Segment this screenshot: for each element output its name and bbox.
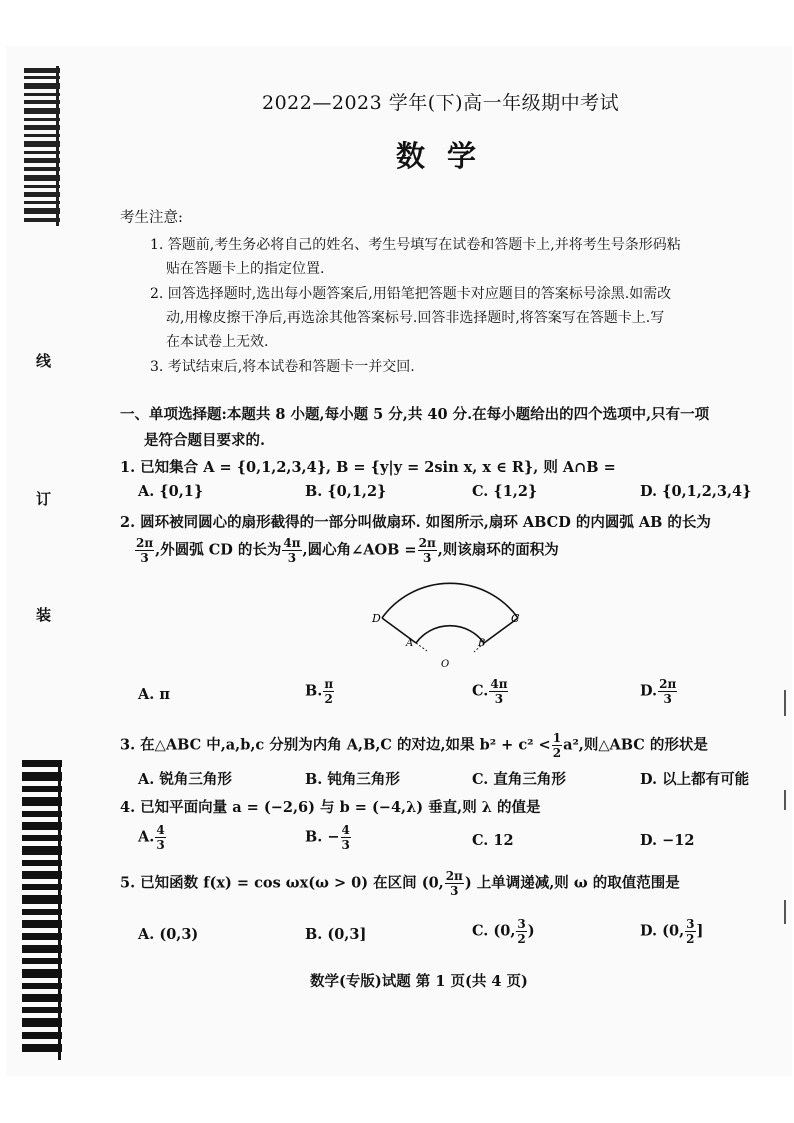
subject-title: 数学 <box>396 139 499 173</box>
page-footer: 数学(专版)试题 第 1 页(共 4 页) <box>310 973 528 990</box>
question-2-option-d: D. $\frac{2\pi}{3}$ <box>640 677 677 706</box>
notice-item-1: 1. 答题前,考生务必将自己的姓名、考生号填写在试卷和答题卡上,并将考生号条形码粘 <box>150 237 681 253</box>
fraction: $\frac{\pi}{2}$ <box>324 677 334 706</box>
question-4-option-b: B. − $\frac{4}{3}$ <box>305 823 350 852</box>
question-1-option-a: A. {0,1} <box>138 483 204 500</box>
sector-ring-figure <box>370 574 530 674</box>
question-3-option-d: D. 以上都有可能 <box>640 771 750 788</box>
question-4-stem: 4. 已知平面向量 a = (−2,6) 与 b = (−4,λ) 垂直,则 λ 的值是 <box>120 799 541 816</box>
label-d: D <box>372 612 381 625</box>
binding-bind-char: 装 <box>36 606 52 624</box>
fraction: $\frac{2\pi}{3}$ <box>136 536 154 565</box>
fraction: $\frac{3}{2}$ <box>517 917 526 946</box>
binding-line-char: 线 <box>36 352 52 370</box>
notice-item-2-cont: 动,用橡皮擦干净后,再选涂其他答案标号.回答非选择题时,将答案写在答题卡上.写 <box>166 310 665 326</box>
question-3-stem: 3. 在△ABC 中,a,b,c 分别为内角 A,B,C 的对边,如果 b² + c² < $\frac{1}{2}$ a²,则△ABC 的形状是 <box>120 731 708 760</box>
question-1-option-d: D. {0,1,2,3,4} <box>640 483 752 500</box>
question-3-option-b: B. 钝角三角形 <box>305 771 400 788</box>
label-a: A <box>406 638 414 649</box>
question-2-stem-cont: $\frac{2\pi}{3}$ ,外圆弧 CD 的长为 $\frac{4\pi}{3}$ ,圆心角∠AOB = $\frac{2\pi}{3}$ ,则该扇环的面积为 <box>136 536 559 565</box>
fraction: $\frac{4}{3}$ <box>341 823 350 852</box>
fraction: $\frac{1}{2}$ <box>552 731 562 760</box>
notice-item-2: 2. 回答选择题时,选出每小题答案后,用铅笔把答题卡对应题目的答案标号涂黑.如需改 <box>150 286 672 302</box>
question-4-option-a: A. $\frac{4}{3}$ <box>138 823 165 852</box>
fraction: $\frac{3}{2}$ <box>686 917 695 946</box>
notice-heading: 考生注意: <box>120 210 183 226</box>
edge-mark <box>784 690 786 716</box>
label-o: O <box>441 659 450 670</box>
fraction: $\frac{2\pi}{3}$ <box>659 677 677 706</box>
question-2-option-b: B. $\frac{\pi}{2}$ <box>305 677 334 706</box>
binding-staple-char: 订 <box>36 490 52 508</box>
question-5-stem: 5. 已知函数 f(x) = cos ωx(ω > 0) 在区间 (0, $\frac{2\pi}{3}$ ) 上单调递减,则 ω 的取值范围是 <box>120 869 680 898</box>
bottom-barcode <box>22 760 62 1060</box>
edge-mark <box>784 790 786 810</box>
question-4-option-c: C. 12 <box>472 832 514 849</box>
notice-item-2-cont2: 在本试卷上无效. <box>166 334 269 350</box>
question-5-option-d: D. (0, $\frac{3}{2}$ ] <box>640 917 704 946</box>
edge-mark <box>784 900 786 924</box>
question-2-option-a: A. π <box>138 686 170 703</box>
question-5-option-a: A. (0,3) <box>138 926 199 943</box>
question-3-option-c: C. 直角三角形 <box>472 771 566 788</box>
top-barcode <box>22 66 62 226</box>
question-2-option-c: C. $\frac{4\pi}{3}$ <box>472 677 508 706</box>
exam-title: 2022—2023 学年(下)高一年级期中考试 <box>262 92 620 114</box>
label-b: B <box>478 638 486 649</box>
notice-item-3: 3. 考试结束后,将本试卷和答题卡一并交回. <box>150 359 415 375</box>
section-heading-cont: 是符合题目要求的. <box>144 432 266 449</box>
fraction: $\frac{4\pi}{3}$ <box>283 536 301 565</box>
question-1-stem: 1. 已知集合 A = {0,1,2,3,4}, B = {y|y = 2sin x, x ∈ R}, 则 A∩B = <box>120 459 616 476</box>
question-2-stem: 2. 圆环被同圆心的扇形截得的一部分叫做扇环. 如图所示,扇环 ABCD 的内圆弧 AB 的长为 <box>120 514 711 531</box>
notice-item-1-cont: 贴在答题卡上的指定位置. <box>166 261 325 277</box>
question-1-option-c: C. {1,2} <box>472 483 538 500</box>
question-5-option-b: B. (0,3] <box>305 926 367 943</box>
fraction: $\frac{4\pi}{3}$ <box>490 677 508 706</box>
label-c: C <box>511 612 520 625</box>
fraction: $\frac{2\pi}{3}$ <box>445 869 463 898</box>
question-1-option-b: B. {0,1,2} <box>305 483 387 500</box>
fraction: $\frac{4}{3}$ <box>156 823 165 852</box>
question-4-option-d: D. −12 <box>640 832 695 849</box>
fraction: $\frac{2\pi}{3}$ <box>418 536 436 565</box>
section-heading: 一、单项选择题:本题共 8 小题,每小题 5 分,共 40 分.在每小题给出的四个选项中,只有一项 <box>120 406 710 423</box>
question-3-option-a: A. 锐角三角形 <box>138 771 232 788</box>
question-5-option-c: C. (0, $\frac{3}{2}$ ) <box>472 917 535 946</box>
